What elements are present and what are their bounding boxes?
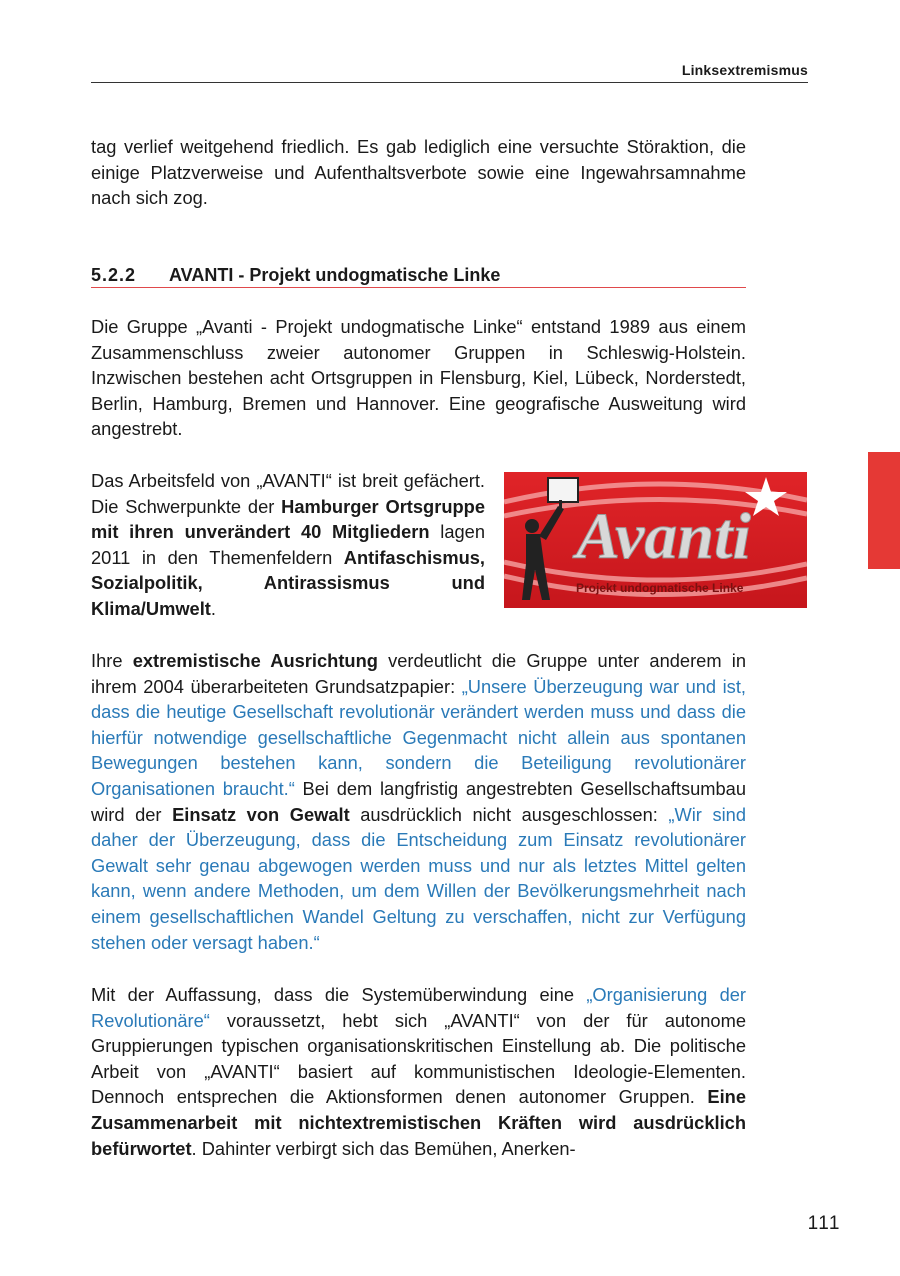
p4-quote-1: „Organisierung der Revolutionäre“ [91,984,746,1031]
p2-text-2: lagen 2011 in den Themenfeldern [91,521,485,568]
running-header [91,60,808,83]
chapter-tab-marker [868,452,900,569]
intro-text: tag verlief weitgehend friedlich. Es gab lediglich eine versuchte Störaktion, die einige Platzverweise und Aufenthaltsverbote sowie eine Ingewahrsamnahme nach sich zog. [91,136,746,209]
p4-text-2: voraussetzt, hebt sich „AVANTI“ von der für autonome Gruppierungen typischen organisationskritischen Einstellung ab. Die politische Arbeit von „AVANTI“ basiert auf kommunistischen Ideologie-Elementen. Dennoch entsprechen die Aktionsformen denen autonomer Gruppen. [91,1009,746,1108]
running-title: Linksextremismus [681,62,808,78]
p4-bold-1: Eine Zusammenarbeit mit nichtextremistischen Kräften wird ausdrücklich befürwortet [91,1086,746,1159]
logo-subtitle: Projekt undogmatische Linke [576,581,744,595]
p3-bold-1: extremistische Ausrichtung [132,650,378,671]
paragraph-4 [91,982,746,1161]
p3-text-2: verdeutlicht die Gruppe unter anderem in ihrem 2004 überarbeiteten Grundsatzpapier: [91,650,746,697]
p3-bold-2: Einsatz von Gewalt [172,803,350,825]
intro-paragraph [91,134,746,211]
p3-text-3: Bei dem langfristig angestrebten Gesellschaftsumbau wird der [91,777,746,825]
section-title: AVANTI - Projekt undogmatische Linke [169,265,501,285]
paragraph-2 [91,468,485,622]
section-heading [91,263,746,288]
paragraph-1-text: Die Gruppe „Avanti - Projekt undogmatische Linke“ entstand 1989 aus einem Zusammenschluss zweier autonomer Gruppen in Schleswig-Holstein. Inzwischen bestehen acht Ortsgruppen in Flensburg, Kiel, Lübeck, Norderstedt, Berlin, Hamburg, Bremen und Hannover. Eine geografische Ausweitung wird angestrebt. [91,316,746,440]
p4-text-1: Mit der Auffassung, dass die Systemüberwindung eine [91,984,587,1005]
p2-bold-1: Hamburger Ortsgruppe mit ihren unverändert 40 Mitgliedern [91,495,486,543]
paragraph-1 [91,314,746,442]
p3-text-1: Ihre [91,650,133,671]
paragraph-3 [91,648,746,955]
logo-text: Avanti [576,500,751,573]
page-number: 111 [807,1213,841,1234]
p3-quote-2: „Wir sind daher der Überzeugung, dass die Entscheidung zum Einsatz revolutionärer Gewalt sehr genau abgewogen werden muss und nur als letztes Mittel gelten kann, wenn andere Methoden, um dem Willen der Bevölkerungsmehrheit nach einem gesellschaftlichen Wandel Geltung zu verschaffen, nicht zur Verfügung stehen oder versagt haben.“ [91,803,746,953]
p3-text-4: ausdrücklich nicht ausgeschlossen: [349,803,669,825]
p2-text-3: . [210,597,216,619]
p3-quote-1: „Unsere Überzeugung war und ist, dass die heutige Gesellschaft revolutionär verändert werden muss und dass die hierfür notwendige gesellschaftliche Gegenmacht nicht allein aus spontanen Bewegungen bestehen kann, sondern die Beteiligung revolutionärer Organisationen braucht.“ [91,675,746,799]
p4-text-3: . Dahinter verbirgt sich das Bemühen, Anerken- [191,1137,576,1159]
avanti-logo-image [504,472,807,608]
p2-text-1: Das Arbeitsfeld von „AVANTI“ ist breit gefächert. Die Schwerpunkte der [91,470,485,517]
avanti-logo-figure [504,472,807,608]
section-number: 5.2.2 [91,265,137,285]
p2-bold-2: Antifaschismus, Sozialpolitik, Antirassismus und Klima/Umwelt [91,546,485,619]
